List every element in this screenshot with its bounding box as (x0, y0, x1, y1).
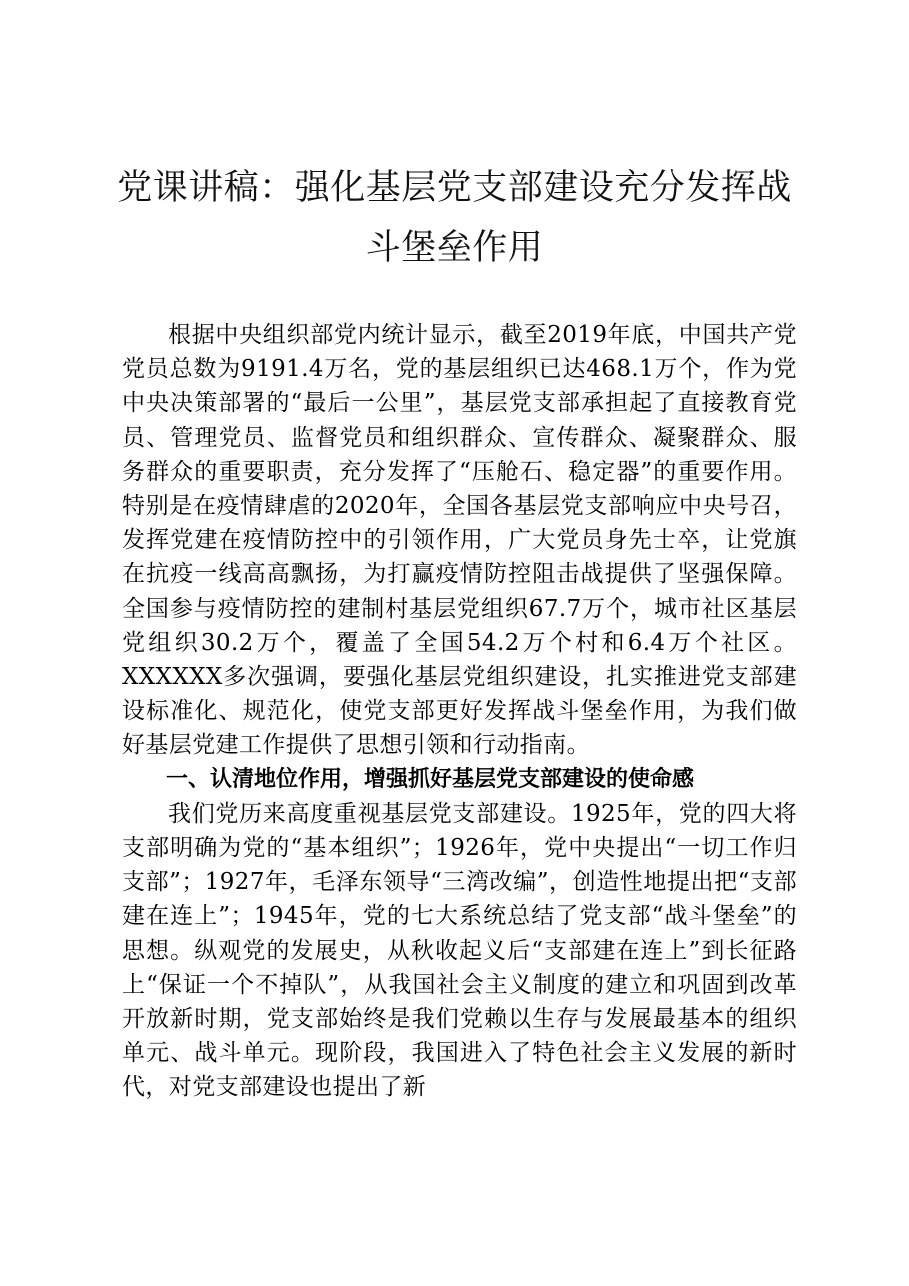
document-body (122, 318, 797, 1105)
section-heading: 一、认清地位作用，增强抓好基层党支部建设的使命感 (166, 766, 695, 792)
section-paragraph: 我们党历来高度重视基层党支部建设。1925年，党的四大将支部明确为党的“基本组织”；1926年，党中央提出“一切工作归支部”；1927年，毛泽东领导“三湾改编”，创造性地提出把“支部建在连上”；1945年，党的七大系统总结了党支部“战斗堡垒”的思想。纵观党的发展史，从秋收起义后“支部建在连上”到长征路上“保证一个不掉队”，从我国社会主义制度的建立和巩固到改革开放新时期，党支部始终是我们党赖以生存与发展最基本的组织单元、战斗单元。现阶段，我国进入了特色社会主义发展的新时代，对党支部建设也提出了新 (122, 800, 797, 1101)
document-title: 党课讲稿：强化基层党支部建设充分发挥战斗堡垒作用 (117, 168, 792, 268)
intro-paragraph: 根据中央组织部党内统计显示，截至2019年底，中国共产党党员总数为9191.4万名，党的基层组织已达468.1万个，作为党中央决策部署的“最后一公里”，基层党支部承担起了直接教育党员、管理党员、监督党员和组织群众、宣传群众、凝聚群众、服务群众的重要职责，充分发挥了“压舱石、稳定器”的重要作用。特别是在疫情肆虐的2020年，全国各基层党支部响应中央号召，发挥党建在疫情防控中的引领作用，广大党员身先士卒，让党旗在抗疫一线高高飘扬，为打赢疫情防控阻击战提供了坚强保障。全国参与疫情防控的建制村基层党组织67.7万个，城市社区基层党组织30.2万个，覆盖了全国54.2万个村和6.4万个社区。XXXXXX多次强调，要强化基层党组织建设，扎实推进党支部建设标准化、规范化，使党支部更好发挥战斗堡垒作用，为我们做好基层党建工作提供了思想引领和行动指南。 (122, 322, 797, 759)
